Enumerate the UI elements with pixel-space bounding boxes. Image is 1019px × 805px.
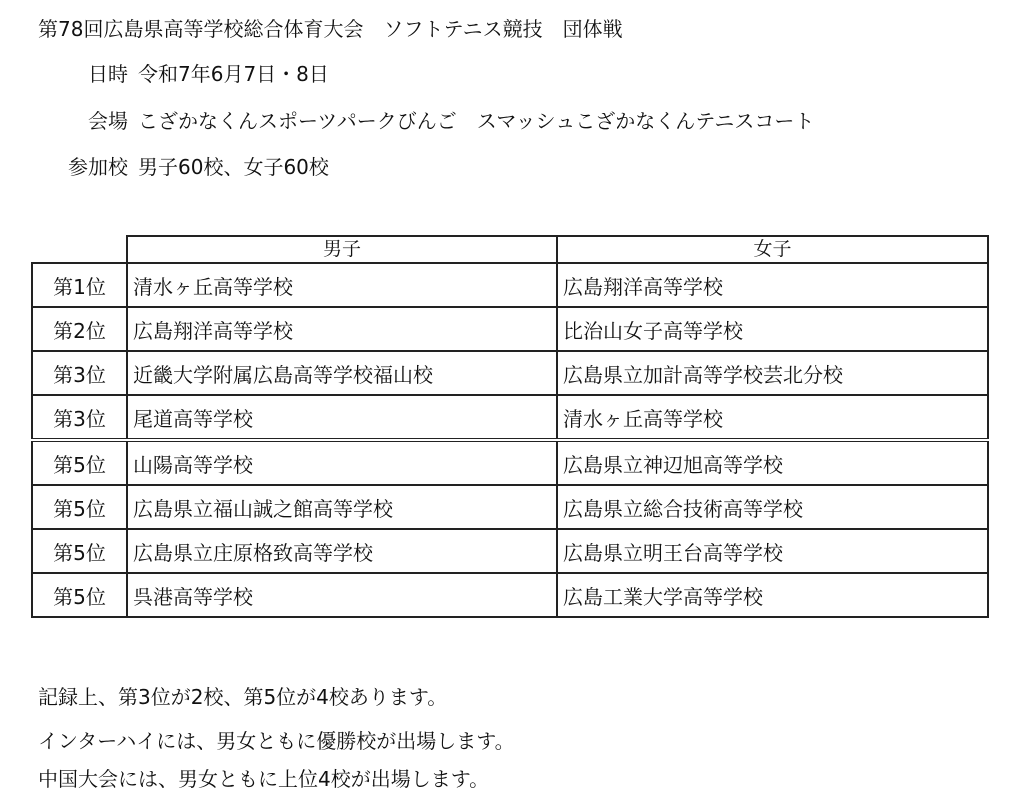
info-row-participants: [38, 152, 329, 182]
info-row-venue: [38, 106, 814, 136]
rank-cell: 第5位: [32, 573, 127, 617]
table-header-row: [32, 236, 988, 263]
boys-school-cell: 近畿大学附属広島高等学校福山校: [127, 351, 557, 395]
info-label: 日時: [88, 62, 128, 86]
boys-school-cell: 山陽高等学校: [127, 440, 557, 485]
info-row-datetime: [38, 59, 329, 89]
boys-school-cell: 広島県立福山誠之館高等学校: [127, 485, 557, 529]
boys-school-cell: 広島翔洋高等学校: [127, 307, 557, 351]
rank-cell: 第1位: [32, 263, 127, 307]
girls-school-cell: 広島県立神辺旭高等学校: [557, 440, 988, 485]
boys-school-cell: 呉港高等学校: [127, 573, 557, 617]
info-label: 参加校: [68, 155, 128, 179]
header-corner: [32, 236, 127, 263]
rank-cell: 第3位: [32, 351, 127, 395]
rank-cell: 第5位: [32, 485, 127, 529]
girls-school-cell: 広島県立総合技術高等学校: [557, 485, 988, 529]
girls-school-cell: 比治山女子高等学校: [557, 307, 988, 351]
info-value: 男子60校、女子60校: [138, 155, 329, 179]
table-row: [32, 263, 988, 307]
girls-school-cell: 広島工業大学高等学校: [557, 573, 988, 617]
table-row: [32, 440, 988, 485]
table-row: [32, 529, 988, 573]
info-label: 会場: [88, 109, 128, 133]
results-table: [31, 235, 989, 618]
table-row: [32, 573, 988, 617]
header-boys: 男子: [127, 236, 557, 263]
table-row: [32, 307, 988, 351]
boys-school-cell: 清水ヶ丘高等学校: [127, 263, 557, 307]
note-interhigh: インターハイには、男女ともに優勝校が出場します。: [38, 729, 515, 753]
rank-cell: 第5位: [32, 529, 127, 573]
rank-cell: 第3位: [32, 395, 127, 440]
boys-school-cell: 尾道高等学校: [127, 395, 557, 440]
rank-cell: 第5位: [32, 440, 127, 485]
info-value: こざかなくんスポーツパークびんご スマッシュこざかなくんテニスコート: [138, 109, 815, 133]
girls-school-cell: 広島県立明王台高等学校: [557, 529, 988, 573]
note-record: 記録上、第3位が2校、第5位が4校あります。: [38, 685, 448, 709]
note-chugoku: 中国大会には、男女ともに上位4校が出場します。: [38, 767, 490, 791]
rank-cell: 第2位: [32, 307, 127, 351]
table-row: [32, 395, 988, 440]
girls-school-cell: 清水ヶ丘高等学校: [557, 395, 988, 440]
table-row: [32, 485, 988, 529]
table-row: [32, 351, 988, 395]
document-title: 第78回広島県高等学校総合体育大会 ソフトテニス競技 団体戦: [38, 17, 623, 41]
boys-school-cell: 広島県立庄原格致高等学校: [127, 529, 557, 573]
girls-school-cell: 広島県立加計高等学校芸北分校: [557, 351, 988, 395]
header-girls: 女子: [557, 236, 988, 263]
info-value: 令和7年6月7日・8日: [138, 62, 329, 86]
girls-school-cell: 広島翔洋高等学校: [557, 263, 988, 307]
